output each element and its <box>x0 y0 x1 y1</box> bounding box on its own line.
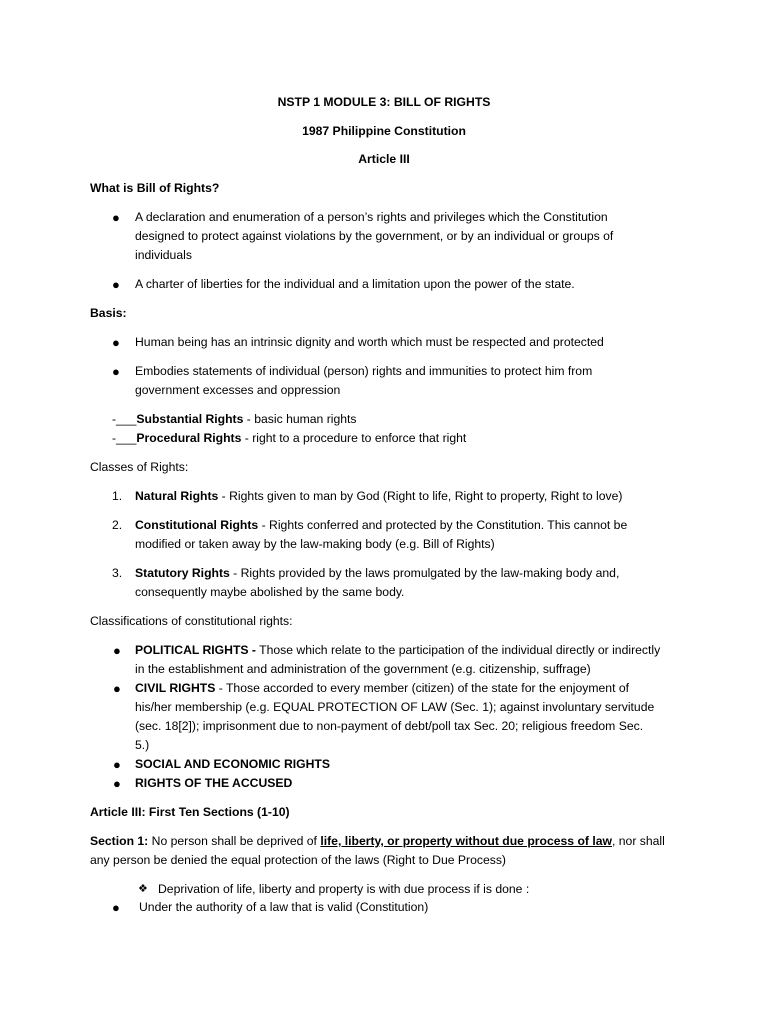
classification-term: SOCIAL AND ECONOMIC RIGHTS <box>135 757 331 771</box>
class-desc: - Rights conferred and protected by the Constitution. This cannot be <box>258 518 628 532</box>
list-item-text: government excesses and oppression <box>135 383 341 397</box>
list-number: 1. <box>112 489 123 503</box>
rights-type-term: Procedural Rights <box>136 431 242 445</box>
list-number: 2. <box>112 518 123 532</box>
section-label: Section 1: <box>90 834 149 848</box>
section-text: , nor shall <box>611 834 665 848</box>
list-item-text: individuals <box>135 248 192 262</box>
section-emphasis: life, liberty, or property without due process of law <box>320 834 612 848</box>
dash-marker: -___ <box>112 431 137 445</box>
class-desc: modified or taken away by the law-making body (e.g. Bill of Rights) <box>135 537 495 551</box>
classification-term: CIVIL RIGHTS <box>135 681 216 695</box>
class-desc: consequently maybe abolished by the same body. <box>135 585 405 599</box>
article-heading: Article III <box>358 152 410 166</box>
list-item-text: A declaration and enumeration of a person’s rights and privileges which the Constitution <box>135 210 608 224</box>
rights-type-term: Substantial Rights <box>136 412 244 426</box>
class-term: Natural Rights <box>135 489 219 503</box>
bullet-icon: ● <box>112 335 120 350</box>
list-number: 3. <box>112 566 123 580</box>
section-text: any person be denied the equal protection of the laws (Right to Due Process) <box>90 853 506 867</box>
classification-desc: (sec. 18[2]); imprisonment due to non-payment of debt/poll tax Sec. 20; religious freedom Sec. <box>135 719 644 733</box>
rights-type-row <box>112 429 466 448</box>
list-item-text: designed to protect against violations by the government, or by an individual or groups of <box>135 229 614 243</box>
list-item-text: Human being has an intrinsic dignity and worth which must be respected and protected <box>135 335 604 349</box>
bullet-icon: ● <box>112 900 120 915</box>
document-title: NSTP 1 MODULE 3: BILL OF RIGHTS <box>277 95 491 109</box>
basis-heading: Basis: <box>90 306 127 320</box>
list-item-text: A charter of liberties for the individual and a limitation upon the power of the state. <box>135 277 575 291</box>
rights-type-desc: - basic human rights <box>243 412 357 426</box>
rights-type-row <box>112 410 357 429</box>
classification-desc: - Those accorded to every member (citizen) of the state for the enjoyment of <box>215 681 630 695</box>
diamond-bullet-icon: ❖ <box>138 883 148 895</box>
classification-term: POLITICAL RIGHTS - <box>135 643 256 657</box>
classification-desc: his/her membership (e.g. EQUAL PROTECTION OF LAW (Sec. 1); against involuntary servitude <box>135 700 655 714</box>
class-desc: - Rights given to man by God (Right to life, Right to property, Right to love) <box>218 489 623 503</box>
classification-desc: Those which relate to the participation of the individual directly or indirectly <box>255 643 661 657</box>
list-item-text: Under the authority of a law that is valid (Constitution) <box>139 900 429 914</box>
classifications-heading: Classifications of constitutional rights: <box>90 614 293 628</box>
classification-desc: in the establishment and administration of the government (e.g. citizenship, suffrage) <box>135 662 591 676</box>
bullet-icon: ● <box>112 364 120 379</box>
classes-heading: Classes of Rights: <box>90 460 189 474</box>
bullet-icon: ● <box>113 776 121 791</box>
bullet-icon: ● <box>112 277 120 292</box>
dash-marker: -___ <box>112 412 137 426</box>
bullet-icon: ● <box>113 681 121 696</box>
section-text: No person shall be deprived of <box>148 834 321 848</box>
bullet-icon: ● <box>113 757 121 772</box>
rights-type-desc: - right to a procedure to enforce that right <box>241 431 467 445</box>
document-subtitle: 1987 Philippine Constitution <box>302 124 466 138</box>
bullet-icon: ● <box>112 210 120 225</box>
first-ten-heading: Article III: First Ten Sections (1-10) <box>90 805 290 819</box>
class-term: Constitutional Rights <box>135 518 259 532</box>
list-item-text: Deprivation of life, liberty and property is with due process if is done : <box>158 882 530 896</box>
list-item-text: Embodies statements of individual (person) rights and immunities to protect him from <box>135 364 593 378</box>
class-term: Statutory Rights <box>135 566 230 580</box>
bullet-icon: ● <box>113 643 121 658</box>
classification-desc: 5.) <box>135 738 150 752</box>
class-desc: - Rights provided by the laws promulgated by the law-making body and, <box>229 566 620 580</box>
what-heading: What is Bill of Rights? <box>90 181 220 195</box>
classification-term: RIGHTS OF THE ACCUSED <box>135 776 293 790</box>
